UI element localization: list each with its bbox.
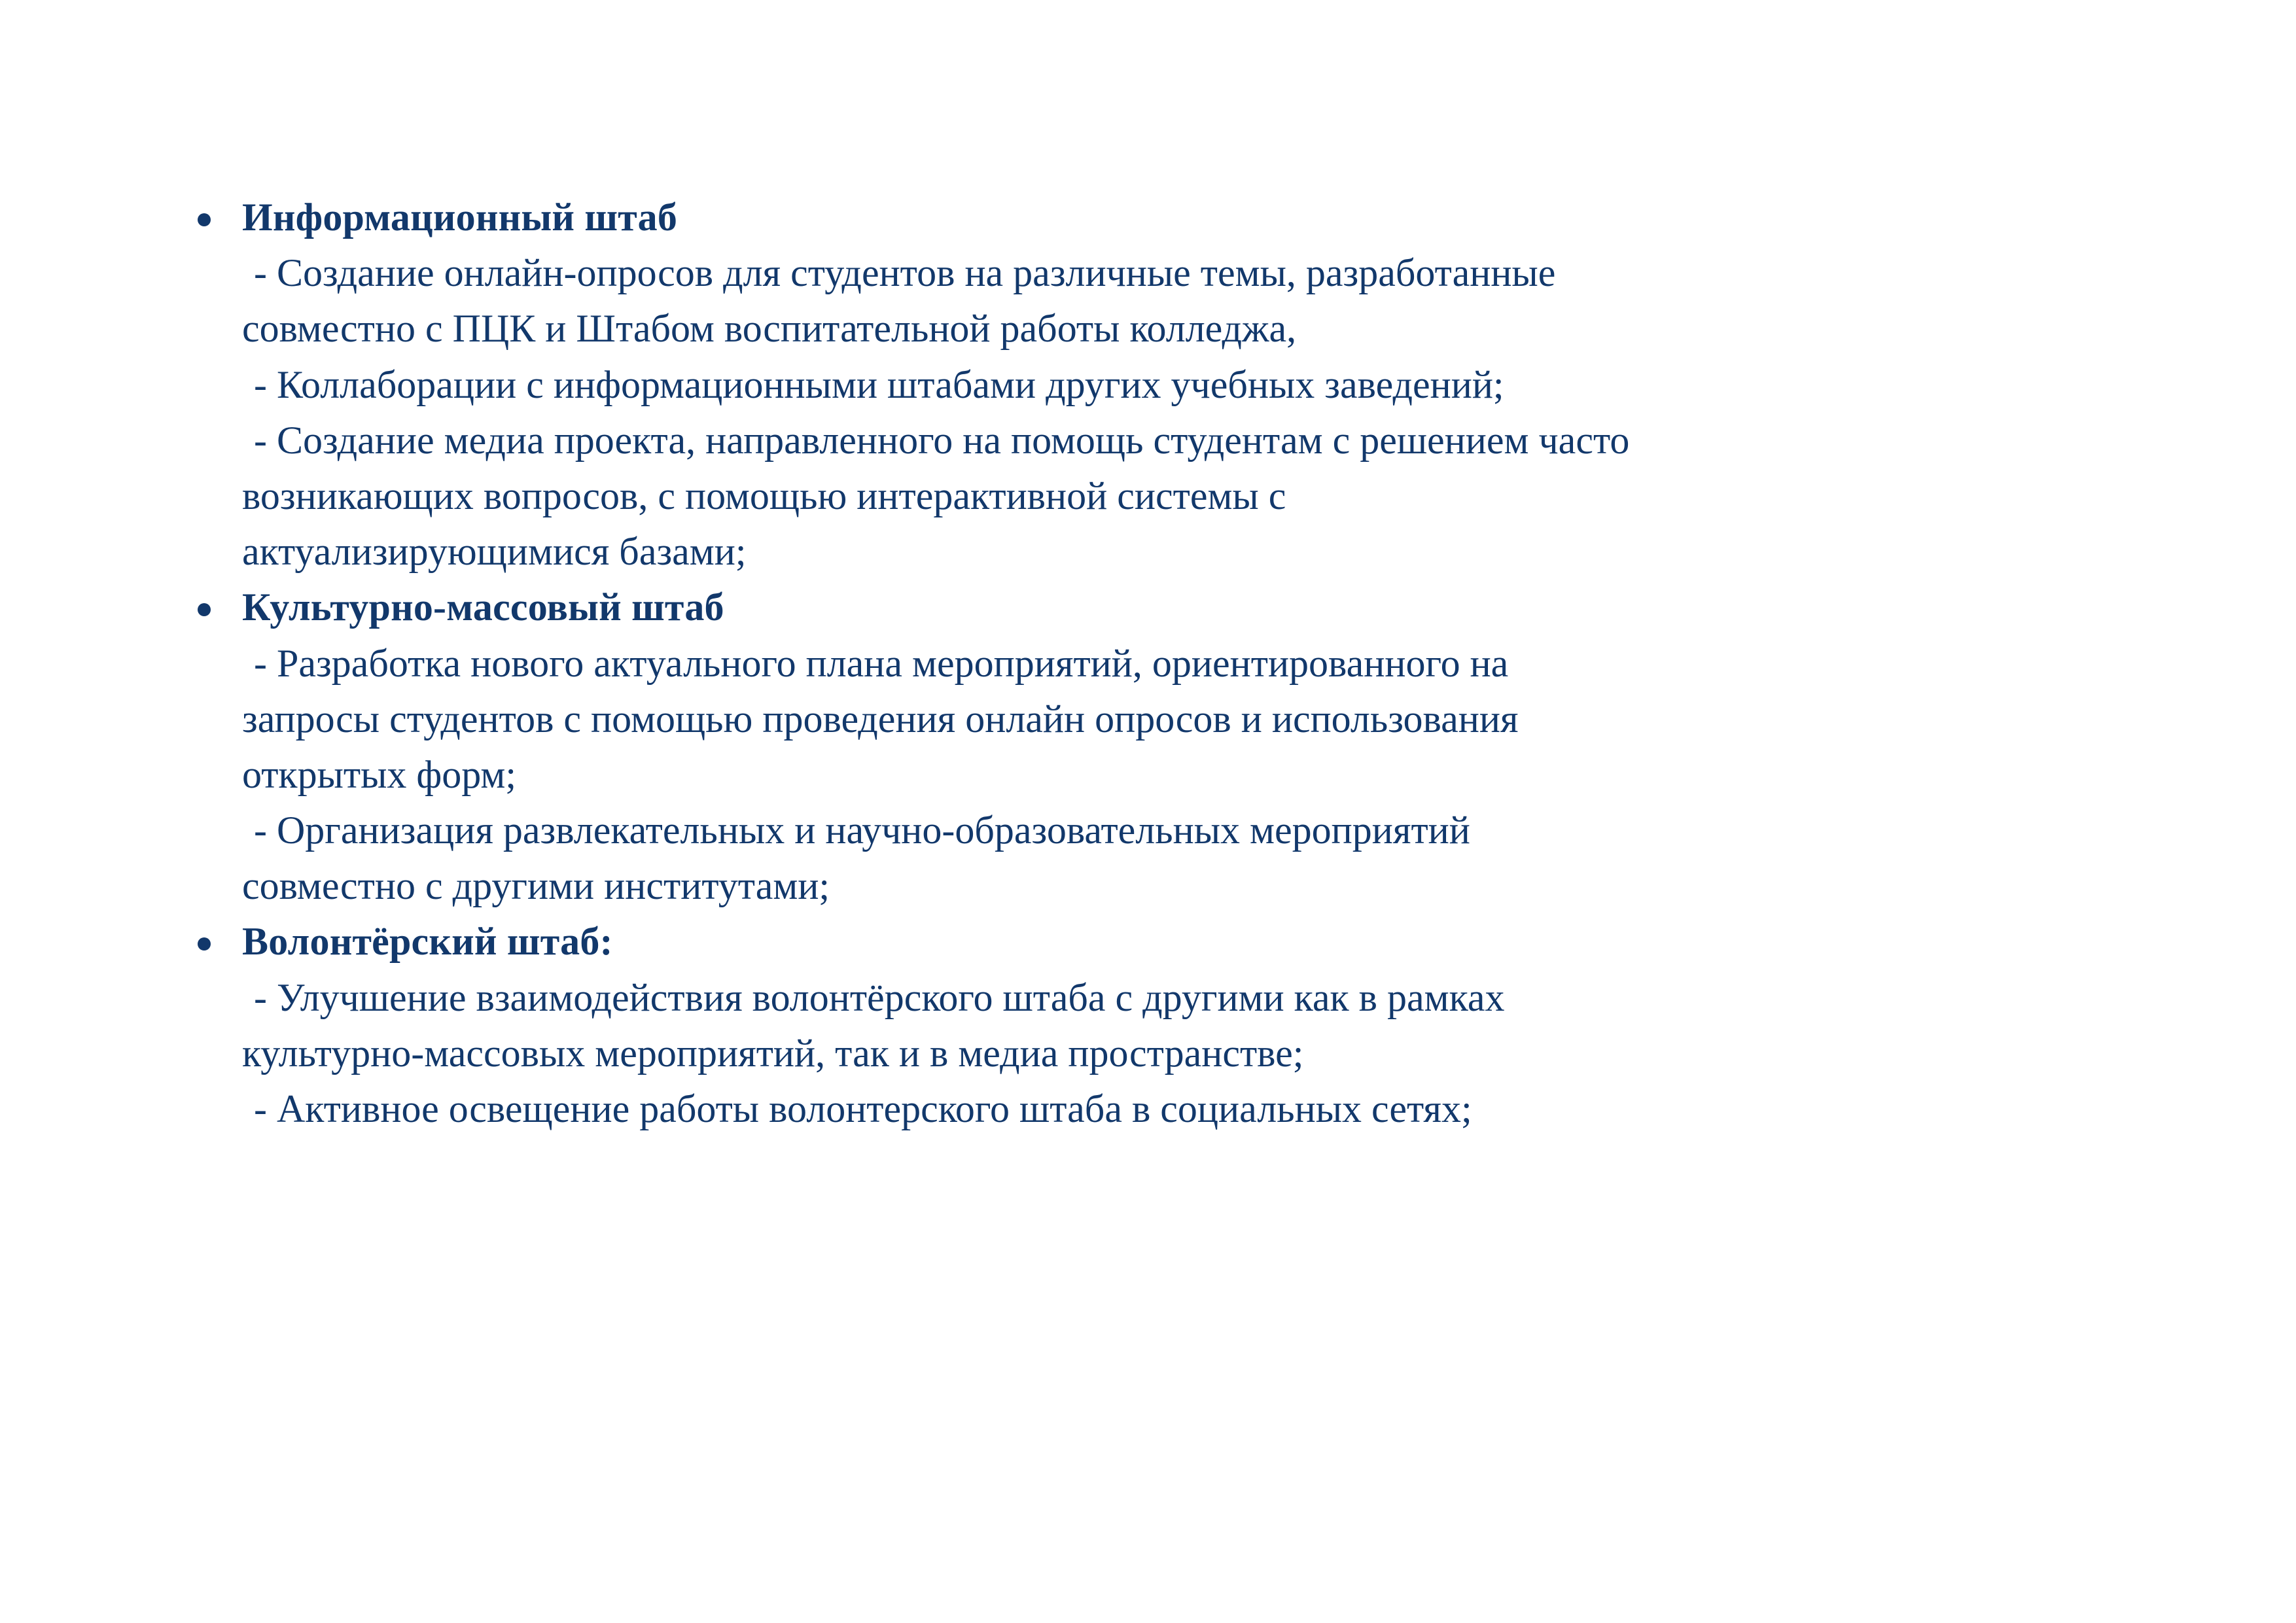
staff-bullet-list (183, 190, 2132, 1137)
list-item (183, 190, 2132, 580)
body-line: - Создание медиа проекта, направленного на помощь студентам с решением часто (254, 418, 1630, 462)
body-line: - Организация развлекательных и научно-образовательных мероприятий (254, 809, 1470, 852)
body-line: - Коллаборации с информационными штабами других учебных заведений; (254, 362, 1504, 406)
section-body (242, 245, 2132, 580)
body-line: - Улучшение взаимодействия волонтёрского штаба с другими как в рамках (254, 975, 1505, 1019)
section-heading: Культурно-массовый штаб (242, 585, 724, 629)
body-line: совместно с другими институтами; (242, 864, 830, 908)
bullet-dot-icon (198, 603, 211, 616)
body-line: - Разработка нового актуального плана мероприятий, ориентированного на (254, 641, 1509, 685)
body-line: культурно-массовых мероприятий, так и в медиа пространстве; (242, 1031, 1304, 1075)
section-heading: Информационный штаб (242, 196, 678, 239)
body-line: совместно с ПЦК и Штабом воспитательной работы колледжа, (242, 307, 1297, 351)
list-item (183, 914, 2132, 1137)
section-body (242, 970, 2132, 1138)
section-body (242, 636, 2132, 915)
section-heading: Волонтёрский штаб: (242, 920, 613, 964)
bullet-dot-icon (198, 937, 211, 951)
body-line: - Создание онлайн-опросов для студентов на различные темы, разработанные (254, 251, 1556, 295)
bullet-dot-icon (198, 213, 211, 226)
body-line: - Активное освещение работы волонтерского штаба в социальных сетях; (254, 1087, 1472, 1130)
body-line: открытых форм; (242, 752, 517, 796)
body-line: актуализирующимися базами; (242, 530, 747, 574)
body-line: возникающих вопросов, с помощью интерактивной системы с (242, 474, 1286, 517)
list-item (183, 580, 2132, 914)
body-line: запросы студентов с помощью проведения онлайн опросов и использования (242, 697, 1519, 741)
